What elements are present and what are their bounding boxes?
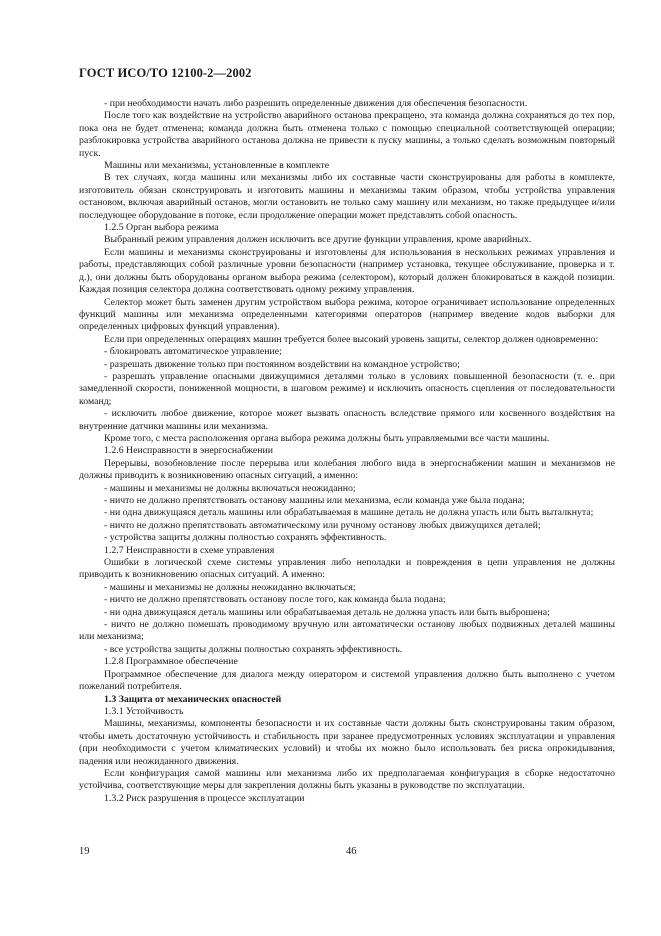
paragraph: Ошибки в логической схеме системы управления либо неполадки и повреждения в цепи управления не должны приводить к возникновению опасных ситуаций. А именно: — [79, 557, 615, 581]
paragraph: В тех случаях, когда машины или механизмы либо их составные части сконструированы для работы в комплекте, изготовитель обязан сконструировать и изготовить машины и механизмы таким образом, чтобы устройства управления остановом, включая аварийный останов, могли остановить не только саму машину или механизм, но также предыдущее и/или последующее оборудование в потоке, если продолжение операции может представлять собой опасность. — [79, 172, 615, 221]
list-item: - машины и механизмы не должны включаться неожиданно; — [104, 482, 356, 494]
document-body — [79, 98, 615, 805]
section-heading: 1.3.2 Риск разрушения в процессе эксплуатации — [104, 792, 305, 804]
list-item: - ни одна движущаяся деталь машины или обрабатываемая в машине деталь не должна упасть или быть выталкнута; — [104, 507, 594, 519]
list-item: - устройства защиты должны полностью сохранять эффективность. — [104, 532, 387, 544]
list-item: - ничто не должно помешать проводимому вручную или автоматически останову любых подвижных деталей машины или механизма; — [79, 619, 615, 643]
section-heading: 1.2.6 Неисправности в энергоснабжении — [104, 445, 273, 457]
paragraph: Если при определенных операциях машин требуется более высокий уровень защиты, селектор должен одновременно: — [104, 333, 599, 345]
list-item: - исключить любое движение, которое может вызвать опасность вследствие прямого или косвенного воздействия на внутренние датчики машины или механизма. — [79, 408, 615, 432]
list-item: - блокировать автоматическое управление; — [104, 346, 282, 358]
section-heading: 1.2.7 Неисправности в схеме управления — [104, 544, 275, 556]
list-item: - ничто не должно препятствовать останову машины или механизма, если команда уже была подана; — [104, 495, 525, 506]
list-item: - машины и механизмы не должны неожиданно включаться; — [104, 581, 356, 593]
paragraph: Если конфигурация самой машины или механизма либо их предполагаемая конфигурация в сборке недостаточно устойчива, соответствующие меры для закрепления должны быть указаны в руководстве по эксплуатации. — [79, 767, 615, 792]
list-item: - ни одна движущаяся деталь машины или обрабатываемая деталь не должна упасть или быть выброшена; — [104, 606, 550, 618]
paragraph: Программное обеспечение для диалога между оператором и системой управления должно быть выполнено с учетом пожеланий потребителя. — [79, 668, 615, 693]
paragraph: Селектор может быть заменен другим устройством выбора режима, которое ограничивает использование определенных функций машины или механизма определенными категориями операторов (например введение кодов выборки для определенных цифровых функций управления). — [79, 296, 615, 333]
section-heading: 1.2.5 Орган выбора режима — [104, 222, 219, 234]
paragraph: Машины, механизмы, компоненты безопасности и их составные части должны быть сконструированы таким образом, чтобы иметь достаточную устойчивость и стабильность при заранее предусмотренных условиях эксплуатации и управления (при необходимости с учетом климатических условий) и чтобы их можно было использовать без риска опрокидывания, падения или неожиданного движения. — [79, 718, 615, 767]
list-item: - разрешать управление опасными движущимися деталями только в условиях повышенной безопасности (т. е. при замедленной скорости, пониженной мощности, в шаговом режиме) и исключить опасность сцепления от последовательности команд; — [79, 370, 615, 407]
document-header: ГОСТ ИСО/ТО 12100-2—2002 — [79, 66, 252, 80]
paragraph: Кроме того, с места расположения органа выбора режима должны быть управляемыми все части машины. — [104, 432, 550, 444]
paragraph: Перерывы, возобновление после перерыва или колебания любого вида в энергоснабжении машин и механизмов не должны приводить к возникновению опасных ситуаций, а именно: — [79, 457, 615, 482]
list-item: - разрешать движение только при постоянном воздействии на командное устройство; — [104, 358, 460, 370]
paragraph: Если машины и механизмы сконструированы и изготовлены для использования в нескольких режимах управления и работы, представляющих собой различные уровни безопасности (например установка, текущее обслуживание, проверка и т. д.), они должны быть оборудованы органом выбора режима (селектором), который должен блокироваться в каждой позиции. Каждая позиция селектора должна соответствовать одному режиму управления. — [79, 246, 615, 296]
page-number-left: 19 — [79, 846, 90, 857]
list-item: - все устройства защиты должны полностью сохранять эффективность. — [104, 643, 403, 655]
paragraph: - при необходимости начать либо разрешить определенные движения для обеспечения безопасности. — [104, 98, 528, 109]
paragraph: После того как воздействие на устройство аварийного останова прекращено, эта команда должна сохраняться до тех пор, пока она не будет отменена; команда должна быть отменена только с помощью специальной соответствующей операции; разблокировка устройства аварийного останова должна не привести к пуску машины, а только сделать возможным повторный пуск. — [79, 110, 615, 159]
section-heading-bold: 1.3 Защита от механических опасностей — [104, 693, 282, 705]
section-heading: 1.3.1 Устойчивость — [104, 705, 184, 717]
page-number-center: 46 — [346, 846, 357, 857]
paragraph: Выбранный режим управления должен исключить все другие функции управления, кроме аварийных. — [104, 234, 532, 246]
section-heading: 1.2.8 Программное обеспечение — [104, 656, 238, 668]
list-item: - ничто не должно препятствовать останову после того, как команда была подана; — [104, 594, 446, 606]
paragraph: Машины или механизмы, установленные в комплекте — [104, 160, 330, 172]
list-item: - ничто не должно препятствовать автоматическому или ручному останову любых движущихся деталей; — [104, 519, 541, 531]
